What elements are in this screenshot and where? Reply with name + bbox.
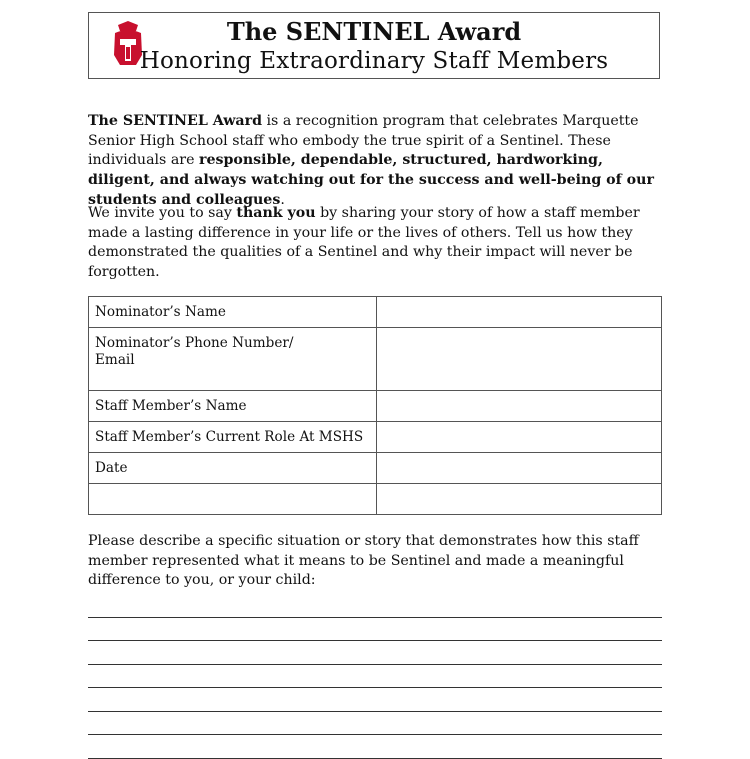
sentinel-qualities: responsible, dependable, structured, hardworking, diligent, and always watching out for the success and well-being of our students and colleagues <box>88 152 654 208</box>
writing-line[interactable] <box>88 688 662 712</box>
field-label: Staff Member’s Current Role At MSHS <box>89 422 377 453</box>
field-label[interactable] <box>89 484 377 515</box>
form-row <box>89 453 662 484</box>
invite-text-start: We invite you to say <box>88 205 237 221</box>
writing-line[interactable] <box>88 618 662 642</box>
date-field[interactable] <box>377 453 662 484</box>
form-row <box>89 484 662 515</box>
staff-role-field[interactable] <box>377 422 662 453</box>
form-row <box>89 297 662 328</box>
form-row <box>89 391 662 422</box>
field-label: Nominator’s Name <box>89 297 377 328</box>
intro-end: . <box>280 191 285 208</box>
story-writing-lines[interactable] <box>88 594 662 759</box>
form-row <box>89 328 662 391</box>
thank-you-emphasis: thank you <box>236 205 316 221</box>
intro-paragraph <box>88 112 668 211</box>
page-title: The SENTINEL Award <box>226 17 522 46</box>
award-name: The SENTINEL Award <box>88 113 262 129</box>
story-prompt: Please describe a specific situation or story that demonstrates how this staff member represented what it means to be Sentinel and made a meaningful difference to you, or your child: <box>88 533 639 589</box>
form-row <box>89 422 662 453</box>
writing-line[interactable] <box>88 665 662 689</box>
page-subtitle: Honoring Extraordinary Staff Members <box>139 48 609 74</box>
staff-name-field[interactable] <box>377 391 662 422</box>
field-label: Date <box>89 453 377 484</box>
invite-text-end: by sharing your story of how a staff member made a lasting difference in your life or the lives of others. Tell us how they demonstrated the qualities of a Sentinel and why their impact will never be forgotten. <box>88 205 640 281</box>
writing-line[interactable] <box>88 641 662 665</box>
nominator-name-field[interactable] <box>377 297 662 328</box>
writing-line[interactable] <box>88 712 662 736</box>
intro-text: is a recognition program that celebrates Marquette Senior High School staff who embody the true spirit of a Sentinel. These individuals are <box>88 113 639 169</box>
header-box <box>88 12 660 79</box>
field-label: Staff Member’s Name <box>89 391 377 422</box>
writing-line[interactable] <box>88 594 662 618</box>
field-label: Nominator’s Phone Number/ Email <box>89 328 377 391</box>
nominator-contact-field[interactable] <box>377 328 662 391</box>
nomination-form-table <box>88 296 662 515</box>
invite-paragraph <box>88 204 668 283</box>
extra-field[interactable] <box>377 484 662 515</box>
writing-line[interactable] <box>88 735 662 759</box>
